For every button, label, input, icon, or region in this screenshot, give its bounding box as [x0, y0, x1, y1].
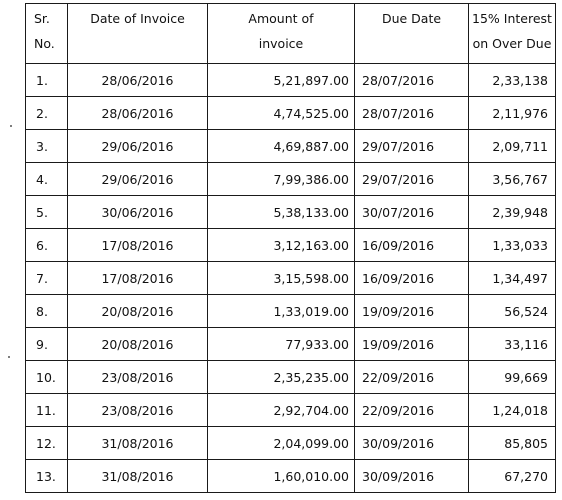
cell-date-of-invoice: 29/06/2016	[68, 163, 208, 196]
cell-sr-no: 12.	[26, 427, 68, 460]
invoice-interest-table	[25, 3, 556, 493]
table-row	[26, 295, 556, 328]
header-due-line-1: Due Date	[381, 11, 442, 26]
cell-due-date: 22/09/2016	[355, 361, 469, 394]
cell-sr-no: 7.	[26, 262, 68, 295]
cell-interest: 85,805	[469, 427, 556, 460]
margin-speck	[8, 356, 10, 358]
cell-interest: 2,11,976	[469, 97, 556, 130]
cell-interest: 67,270	[469, 460, 556, 493]
cell-due-date: 16/09/2016	[355, 262, 469, 295]
cell-due-date: 29/07/2016	[355, 130, 469, 163]
cell-date-of-invoice: 28/06/2016	[68, 97, 208, 130]
margin-speck	[10, 125, 12, 127]
cell-sr-no: 1.	[26, 64, 68, 97]
table-row	[26, 328, 556, 361]
cell-due-date: 30/09/2016	[355, 460, 469, 493]
header-interest-line-1: 15% Interest	[472, 11, 552, 26]
table-row	[26, 64, 556, 97]
cell-amount: 1,33,019.00	[208, 295, 355, 328]
cell-interest: 99,669	[469, 361, 556, 394]
cell-due-date: 16/09/2016	[355, 229, 469, 262]
cell-interest: 2,09,711	[469, 130, 556, 163]
header-date-line-1: Date of Invoice	[90, 11, 185, 26]
cell-amount: 4,74,525.00	[208, 97, 355, 130]
cell-date-of-invoice: 23/08/2016	[68, 394, 208, 427]
cell-date-of-invoice: 31/08/2016	[68, 427, 208, 460]
cell-amount: 77,933.00	[208, 328, 355, 361]
cell-amount: 2,35,235.00	[208, 361, 355, 394]
table-row	[26, 394, 556, 427]
cell-interest: 3,56,767	[469, 163, 556, 196]
header-due-date	[355, 4, 469, 64]
cell-due-date: 19/09/2016	[355, 295, 469, 328]
cell-interest: 33,116	[469, 328, 556, 361]
cell-sr-no: 9.	[26, 328, 68, 361]
cell-amount: 4,69,887.00	[208, 130, 355, 163]
cell-date-of-invoice: 31/08/2016	[68, 460, 208, 493]
cell-date-of-invoice: 17/08/2016	[68, 229, 208, 262]
table-row	[26, 262, 556, 295]
cell-date-of-invoice: 17/08/2016	[68, 262, 208, 295]
header-amount-line-2: invoice	[258, 36, 304, 51]
cell-date-of-invoice: 20/08/2016	[68, 295, 208, 328]
cell-amount: 3,12,163.00	[208, 229, 355, 262]
cell-date-of-invoice: 23/08/2016	[68, 361, 208, 394]
table-header	[26, 4, 556, 64]
cell-sr-no: 11.	[26, 394, 68, 427]
table-row	[26, 229, 556, 262]
cell-date-of-invoice: 28/06/2016	[68, 64, 208, 97]
cell-interest: 1,24,018	[469, 394, 556, 427]
cell-due-date: 30/09/2016	[355, 427, 469, 460]
cell-interest: 1,34,497	[469, 262, 556, 295]
cell-date-of-invoice: 20/08/2016	[68, 328, 208, 361]
cell-amount: 5,21,897.00	[208, 64, 355, 97]
table-row	[26, 196, 556, 229]
cell-sr-no: 13.	[26, 460, 68, 493]
cell-sr-no: 8.	[26, 295, 68, 328]
table-row	[26, 427, 556, 460]
table-row	[26, 460, 556, 493]
table-row	[26, 97, 556, 130]
cell-sr-no: 6.	[26, 229, 68, 262]
cell-amount: 2,92,704.00	[208, 394, 355, 427]
cell-due-date: 28/07/2016	[355, 64, 469, 97]
table-body	[26, 64, 556, 493]
table-row	[26, 163, 556, 196]
cell-interest: 2,33,138	[469, 64, 556, 97]
cell-amount: 2,04,099.00	[208, 427, 355, 460]
cell-due-date: 29/07/2016	[355, 163, 469, 196]
cell-date-of-invoice: 29/06/2016	[68, 130, 208, 163]
header-amount-of-invoice	[208, 4, 355, 64]
cell-amount: 7,99,386.00	[208, 163, 355, 196]
cell-amount: 5,38,133.00	[208, 196, 355, 229]
cell-due-date: 19/09/2016	[355, 328, 469, 361]
header-date-of-invoice	[68, 4, 208, 64]
header-amount-line-1: Amount of	[248, 11, 314, 26]
header-row	[26, 4, 556, 64]
cell-interest: 2,39,948	[469, 196, 556, 229]
cell-amount: 1,60,010.00	[208, 460, 355, 493]
header-sr-line-2: No.	[34, 36, 55, 51]
cell-interest: 56,524	[469, 295, 556, 328]
header-interest-line-2: on Over Due	[472, 36, 552, 51]
header-sr-line-1: Sr.	[34, 11, 50, 26]
cell-sr-no: 5.	[26, 196, 68, 229]
cell-sr-no: 3.	[26, 130, 68, 163]
cell-due-date: 28/07/2016	[355, 97, 469, 130]
header-interest	[469, 4, 556, 64]
cell-sr-no: 2.	[26, 97, 68, 130]
cell-sr-no: 4.	[26, 163, 68, 196]
cell-amount: 3,15,598.00	[208, 262, 355, 295]
header-sr-no	[26, 4, 68, 64]
cell-sr-no: 10.	[26, 361, 68, 394]
table-row	[26, 361, 556, 394]
cell-due-date: 22/09/2016	[355, 394, 469, 427]
cell-interest: 1,33,033	[469, 229, 556, 262]
cell-date-of-invoice: 30/06/2016	[68, 196, 208, 229]
table-row	[26, 130, 556, 163]
cell-due-date: 30/07/2016	[355, 196, 469, 229]
